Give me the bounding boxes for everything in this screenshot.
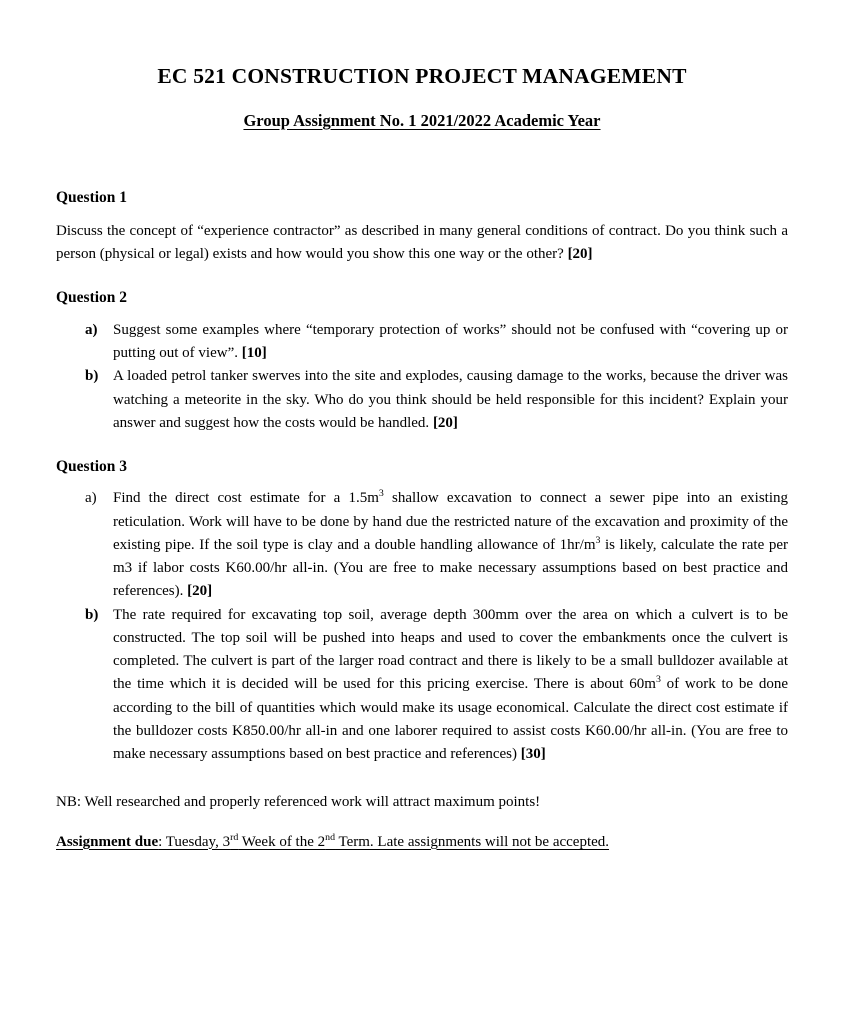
list-item-marks: [20] — [432, 414, 458, 431]
list-item-marker: a) — [85, 321, 98, 338]
list-item-marker: b) — [85, 606, 99, 623]
list-item-text: Suggest some examples where “temporary protection of works” should not be confused with “covering up or putting out of view”. — [113, 321, 788, 362]
list-item — [56, 487, 788, 603]
assignment-due-text-part-2: Week of the 2 — [238, 833, 326, 850]
assignment-due-label: Assignment due — [56, 833, 159, 850]
list-item-text-part-1: The rate required for excavating top soil, average depth 300mm over the area on which a culvert is to be constructed. The top soil will be pushed into heaps and used to cover the embankments once the culvert is completed. The culvert is part of the larger road contract and there is likely to be a small bulldozer available at the time which it is decided will be used for this pricing exercise. There is about 60m — [113, 606, 788, 693]
list-item-text-part-1: Find the direct cost estimate for a 1.5m — [113, 490, 379, 507]
list-item-marker: a) — [85, 490, 97, 507]
question-1-body — [56, 220, 788, 267]
question-3-heading: Question 3 — [56, 458, 128, 476]
list-item — [56, 604, 788, 767]
question-1-heading: Question 1 — [56, 188, 128, 206]
question-1-text: Discuss the concept of “experience contractor” as described in many general conditions of contract. Do you think such a person (physical or legal) exists and how would you show this one way or the other? — [56, 222, 788, 263]
question-1-marks: [20] — [567, 246, 593, 263]
question-3-list — [56, 487, 788, 766]
list-item — [56, 365, 788, 435]
cubic-metre-superscript: 3 — [655, 674, 661, 686]
nb-note: NB: Well researched and properly referenced work will attract maximum points! — [56, 794, 541, 811]
list-item — [56, 319, 788, 366]
list-item-text-part-2: of work to be done according to the bill of quantities which would make its usage economical. Calculate the direct cost estimate if the bulldozer costs K850.00/hr all-in and one laborer required to assist costs K60.00/hr all-in. (You are free to make necessary assumptions based on best practice and references) — [113, 676, 788, 763]
question-2-heading: Question 2 — [56, 289, 128, 307]
assignment-due-text-part-1: : Tuesday, 3 — [158, 833, 231, 850]
list-item-marks: [20] — [187, 583, 213, 600]
question-2-list — [56, 319, 788, 435]
assignment-due-text-part-3: Term. Late assignments will not be accepted. — [335, 833, 610, 850]
list-item-text: A loaded petrol tanker swerves into the site and explodes, causing damage to the works, because the driver was watching a meteorite in the sky. Who do you think should be held responsible for this incident? Explain your answer and suggest how the costs would be handled. — [113, 368, 788, 431]
ordinal-superscript-rd: rd — [230, 831, 239, 843]
assignment-due-line — [56, 831, 788, 854]
cubic-metre-superscript: 3 — [595, 534, 601, 546]
ordinal-superscript-nd: nd — [325, 831, 336, 843]
list-item-marks: [30] — [520, 746, 546, 763]
page-title: EC 521 CONSTRUCTION PROJECT MANAGEMENT — [157, 64, 687, 88]
list-item-text-part-3: is likely, calculate the rate per m3 if labor costs K60.00/hr all-in. (You are free to make necessary assumptions based on best practice and references). — [113, 536, 788, 600]
cubic-metre-superscript: 3 — [378, 488, 384, 500]
list-item-text-part-2: shallow excavation to connect a sewer pipe into an existing reticulation. Work will have to be done by hand due the restricted nature of the excavation and proximity of the existing pipe. If the soil type is clay and a double handling allowance of 1hr/m — [113, 490, 788, 553]
list-item-marker: b) — [85, 368, 99, 385]
page-subtitle-text: Group Assignment No. 1 2021/2022 Academic Year — [243, 110, 601, 130]
page-subtitle — [56, 90, 788, 131]
list-item-marks: [10] — [241, 345, 267, 362]
